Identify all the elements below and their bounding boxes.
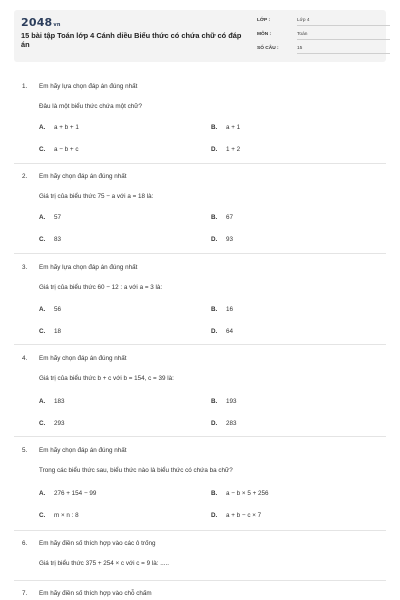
logo-text: 2048 xyxy=(21,16,53,29)
option-text: 93 xyxy=(226,236,234,243)
question-number: 6. xyxy=(22,540,28,547)
question-prompt: Em hãy chọn đáp án đúng nhất xyxy=(39,447,127,454)
question-number: 7. xyxy=(22,590,28,597)
info-question-count xyxy=(257,46,392,56)
option-text: m × n : 8 xyxy=(54,512,79,519)
divider xyxy=(14,436,386,437)
divider xyxy=(14,163,386,164)
option-text: a − b + c xyxy=(54,146,79,153)
question-text: Giá trị của biểu thức 60 − 12 : a với a = 3 là: xyxy=(39,284,163,291)
option-letter: B. xyxy=(211,490,218,497)
option-text: 18 xyxy=(54,328,62,335)
option-text: a + b + 1 xyxy=(54,124,79,131)
question-number: 5. xyxy=(22,447,28,454)
document-header xyxy=(14,10,386,62)
question-prompt: Em hãy chọn đáp án đúng nhất xyxy=(39,173,127,180)
info-subject xyxy=(257,32,392,42)
option-letter: C. xyxy=(39,328,46,335)
question-prompt: Em hãy lựa chọn đáp án đúng nhất xyxy=(39,83,138,90)
divider xyxy=(14,253,386,254)
option-letter: D. xyxy=(211,328,218,335)
option-letter: C. xyxy=(39,512,46,519)
info-grade xyxy=(257,18,392,28)
question-number: 1. xyxy=(22,83,28,90)
option-letter: C. xyxy=(39,420,46,427)
question-prompt: Em hãy điền số thích hợp vào chỗ chấm xyxy=(39,590,152,597)
question-text: Giá trị của biểu thức b + c với b = 154, c = 39 là: xyxy=(39,375,174,382)
question-prompt: Em hãy chọn đáp án đúng nhất xyxy=(39,355,127,362)
option-letter: B. xyxy=(211,124,218,131)
divider xyxy=(14,580,386,581)
option-letter: A. xyxy=(39,214,46,221)
info-label: SỐ CÂU : xyxy=(257,46,279,51)
option-letter: C. xyxy=(39,236,46,243)
option-text: 64 xyxy=(226,328,234,335)
option-text: 293 xyxy=(54,420,65,427)
option-text: 183 xyxy=(54,398,65,405)
option-letter: A. xyxy=(39,490,46,497)
option-letter: A. xyxy=(39,306,46,313)
option-text: 276 + 154 − 99 xyxy=(54,490,97,497)
logo-suffix: vn xyxy=(53,22,61,28)
question-text: Giá trị biểu thức 375 + 254 × c với c = 9 là: ..... xyxy=(39,560,169,567)
site-logo[interactable] xyxy=(21,16,61,29)
question-prompt: Em hãy lựa chọn đáp án đúng nhất xyxy=(39,264,138,271)
info-value: 15 xyxy=(297,46,390,54)
option-letter: A. xyxy=(39,398,46,405)
option-text: a + b − c × 7 xyxy=(226,512,262,519)
option-letter: D. xyxy=(211,146,218,153)
option-text: 16 xyxy=(226,306,234,313)
info-label: LỚP : xyxy=(257,18,271,23)
info-value: Toán xyxy=(297,32,390,40)
question-text: Giá trị của biểu thức 75 − a với a = 18 là: xyxy=(39,193,154,200)
option-letter: D. xyxy=(211,420,218,427)
option-letter: D. xyxy=(211,236,218,243)
option-text: 83 xyxy=(54,236,62,243)
divider xyxy=(14,344,386,345)
divider xyxy=(14,530,386,531)
option-text: 56 xyxy=(54,306,62,313)
question-text: Trong các biểu thức sau, biểu thức nào là biểu thức có chứa ba chữ? xyxy=(39,467,233,474)
option-text: 1 + 2 xyxy=(226,146,241,153)
option-text: a + 1 xyxy=(226,124,241,131)
info-value: Lớp 4 xyxy=(297,18,390,26)
option-letter: D. xyxy=(211,512,218,519)
question-prompt: Em hãy điền số thích hợp vào các ô trống xyxy=(39,540,156,547)
option-text: a − b × 5 + 256 xyxy=(226,490,269,497)
option-letter: A. xyxy=(39,124,46,131)
info-label: MÔN : xyxy=(257,32,272,37)
option-letter: B. xyxy=(211,214,218,221)
option-text: 193 xyxy=(226,398,237,405)
option-text: 57 xyxy=(54,214,62,221)
option-text: 283 xyxy=(226,420,237,427)
option-text: 67 xyxy=(226,214,234,221)
question-text: Đâu là một biểu thức chứa một chữ? xyxy=(39,103,142,110)
option-letter: B. xyxy=(211,398,218,405)
page-title: 15 bài tập Toán lớp 4 Cánh diều Biểu thức có chứa chữ có đáp án xyxy=(21,31,242,50)
question-number: 2. xyxy=(22,173,28,180)
question-number: 3. xyxy=(22,264,28,271)
option-letter: C. xyxy=(39,146,46,153)
question-number: 4. xyxy=(22,355,28,362)
option-letter: B. xyxy=(211,306,218,313)
